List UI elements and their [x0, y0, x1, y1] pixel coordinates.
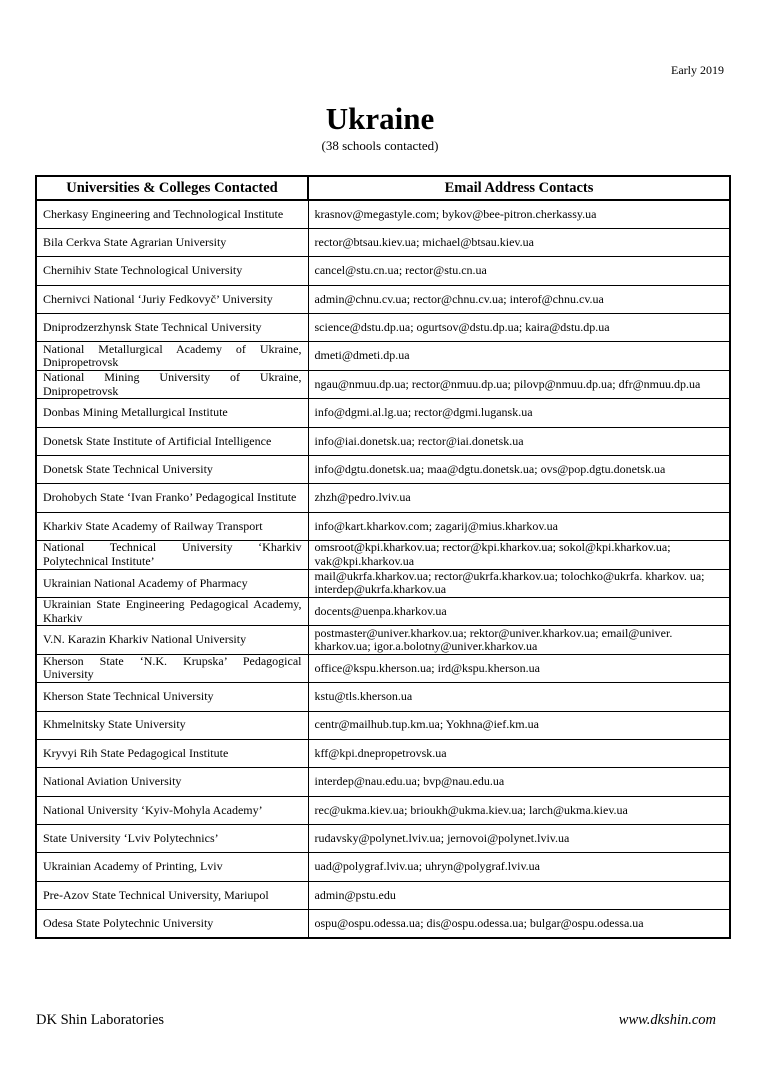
email-cell: admin@chnu.cv.ua; rector@chnu.cv.ua; interof@chnu.cv.ua — [308, 285, 730, 313]
email-cell: interdep@nau.edu.ua; bvp@nau.edu.ua — [308, 768, 730, 796]
table-row — [36, 825, 730, 853]
institution-cell: National University ‘Kyiv-Mohyla Academy’ — [36, 796, 308, 824]
email-cell: rector@btsau.kiev.ua; michael@btsau.kiev.ua — [308, 228, 730, 256]
table-header-row — [36, 176, 730, 200]
table-row — [36, 711, 730, 739]
email-cell: cancel@stu.cn.ua; rector@stu.cn.ua — [308, 257, 730, 285]
institution-cell: National Mining University of Ukraine, Dnipropetrovsk — [36, 370, 308, 398]
table-row — [36, 541, 730, 569]
column-header-emails: Email Address Contacts — [308, 176, 730, 200]
email-cell: centr@mailhub.tup.km.ua; Yokhna@ief.km.ua — [308, 711, 730, 739]
table-row — [36, 370, 730, 398]
institution-cell: Kharkiv State Academy of Railway Transport — [36, 512, 308, 540]
table-row — [36, 342, 730, 370]
column-header-institutions: Universities & Colleges Contacted — [36, 176, 308, 200]
footer-organization: DK Shin Laboratories — [36, 1012, 165, 1028]
institution-cell: Ukrainian National Academy of Pharmacy — [36, 569, 308, 597]
institution-cell: Donetsk State Technical University — [36, 456, 308, 484]
table-row — [36, 257, 730, 285]
email-cell: admin@pstu.edu — [308, 881, 730, 909]
table-row — [36, 569, 730, 597]
contacts-table — [35, 175, 731, 939]
institution-cell: Bila Cerkva State Agrarian University — [36, 228, 308, 256]
email-cell: postmaster@univer.kharkov.ua; rektor@univer.kharkov.ua; email@univer. kharkov.ua; igor.a.bolotny@univer.kharkov.ua — [308, 626, 730, 654]
email-cell: ngau@nmuu.dp.ua; rector@nmuu.dp.ua; pilovp@nmuu.dp.ua; dfr@nmuu.dp.ua — [308, 370, 730, 398]
document-date: Early 2019 — [671, 63, 724, 77]
table-body — [36, 200, 730, 938]
institution-cell: Donetsk State Institute of Artificial Intelligence — [36, 427, 308, 455]
email-cell: omsroot@kpi.kharkov.ua; rector@kpi.kharkov.ua; sokol@kpi.kharkov.ua; vak@kpi.kharkov.ua — [308, 541, 730, 569]
table-row — [36, 881, 730, 909]
table-row — [36, 512, 730, 540]
table-row — [36, 399, 730, 427]
email-cell: mail@ukrfa.kharkov.ua; rector@ukrfa.kharkov.ua; tolochko@ukrfa. kharkov. ua; interdep@ukrfa.kharkov.ua — [308, 569, 730, 597]
institution-cell: Dniprodzerzhynsk State Technical University — [36, 314, 308, 342]
table-row — [36, 739, 730, 767]
email-cell: office@kspu.kherson.ua; ird@kspu.kherson.ua — [308, 654, 730, 682]
institution-cell: State University ‘Lviv Polytechnics’ — [36, 825, 308, 853]
email-cell: info@kart.kharkov.com; zagarij@mius.kharkov.ua — [308, 512, 730, 540]
institution-cell: Ukrainian Academy of Printing, Lviv — [36, 853, 308, 881]
email-cell: rec@ukma.kiev.ua; brioukh@ukma.kiev.ua; larch@ukma.kiev.ua — [308, 796, 730, 824]
institution-cell: Khmelnitsky State University — [36, 711, 308, 739]
table-row — [36, 427, 730, 455]
institution-cell: Drohobych State ‘Ivan Franko’ Pedagogical Institute — [36, 484, 308, 512]
institution-cell: V.N. Karazin Kharkiv National University — [36, 626, 308, 654]
email-cell: krasnov@megastyle.com; bykov@bee-pitron.cherkassy.ua — [308, 200, 730, 228]
table-row — [36, 456, 730, 484]
table-row — [36, 228, 730, 256]
table-row — [36, 484, 730, 512]
email-cell: kstu@tls.kherson.ua — [308, 683, 730, 711]
table-row — [36, 796, 730, 824]
institution-cell: Odesa State Polytechnic University — [36, 910, 308, 938]
email-cell: dmeti@dmeti.dp.ua — [308, 342, 730, 370]
email-cell: ospu@ospu.odessa.ua; dis@ospu.odessa.ua; bulgar@ospu.odessa.ua — [308, 910, 730, 938]
table-row — [36, 910, 730, 938]
institution-cell: National Technical University ‘Kharkiv Polytechnical Institute’ — [36, 541, 308, 569]
email-cell: science@dstu.dp.ua; ogurtsov@dstu.dp.ua; kaira@dstu.dp.ua — [308, 314, 730, 342]
institution-cell: National Metallurgical Academy of Ukraine, Dnipropetrovsk — [36, 342, 308, 370]
email-cell: info@dgtu.donetsk.ua; maa@dgtu.donetsk.ua; ovs@pop.dgtu.donetsk.ua — [308, 456, 730, 484]
institution-cell: National Aviation University — [36, 768, 308, 796]
email-cell: zhzh@pedro.lviv.ua — [308, 484, 730, 512]
institution-cell: Chernihiv State Technological University — [36, 257, 308, 285]
institution-cell: Ukrainian State Engineering Pedagogical Academy, Kharkiv — [36, 597, 308, 625]
institution-cell: Donbas Mining Metallurgical Institute — [36, 399, 308, 427]
institution-cell: Cherkasy Engineering and Technological Institute — [36, 200, 308, 228]
institution-cell: Kryvyi Rih State Pedagogical Institute — [36, 739, 308, 767]
institution-cell: Pre-Azov State Technical University, Mariupol — [36, 881, 308, 909]
table-row — [36, 200, 730, 228]
table-row — [36, 683, 730, 711]
table-row — [36, 285, 730, 313]
table-row — [36, 597, 730, 625]
email-cell: kff@kpi.dnepropetrovsk.ua — [308, 739, 730, 767]
email-cell: rudavsky@polynet.lviv.ua; jernovoi@polynet.lviv.ua — [308, 825, 730, 853]
page-title: Ukraine — [325, 101, 435, 136]
table-row — [36, 626, 730, 654]
institution-cell: Kherson State ‘N.K. Krupska’ Pedagogical University — [36, 654, 308, 682]
email-cell: info@dgmi.al.lg.ua; rector@dgmi.lugansk.ua — [308, 399, 730, 427]
email-cell: info@iai.donetsk.ua; rector@iai.donetsk.ua — [308, 427, 730, 455]
table-row — [36, 314, 730, 342]
institution-cell: Kherson State Technical University — [36, 683, 308, 711]
email-cell: uad@polygraf.lviv.ua; uhryn@polygraf.lviv.ua — [308, 853, 730, 881]
email-cell: docents@uenpa.kharkov.ua — [308, 597, 730, 625]
table-row — [36, 654, 730, 682]
institution-cell: Chernivci National ‘Juriy Fedkovyč’ University — [36, 285, 308, 313]
footer-website: www.dkshin.com — [618, 1012, 716, 1028]
table-row — [36, 768, 730, 796]
table-row — [36, 853, 730, 881]
page-subtitle: (38 schools contacted) — [321, 138, 439, 153]
